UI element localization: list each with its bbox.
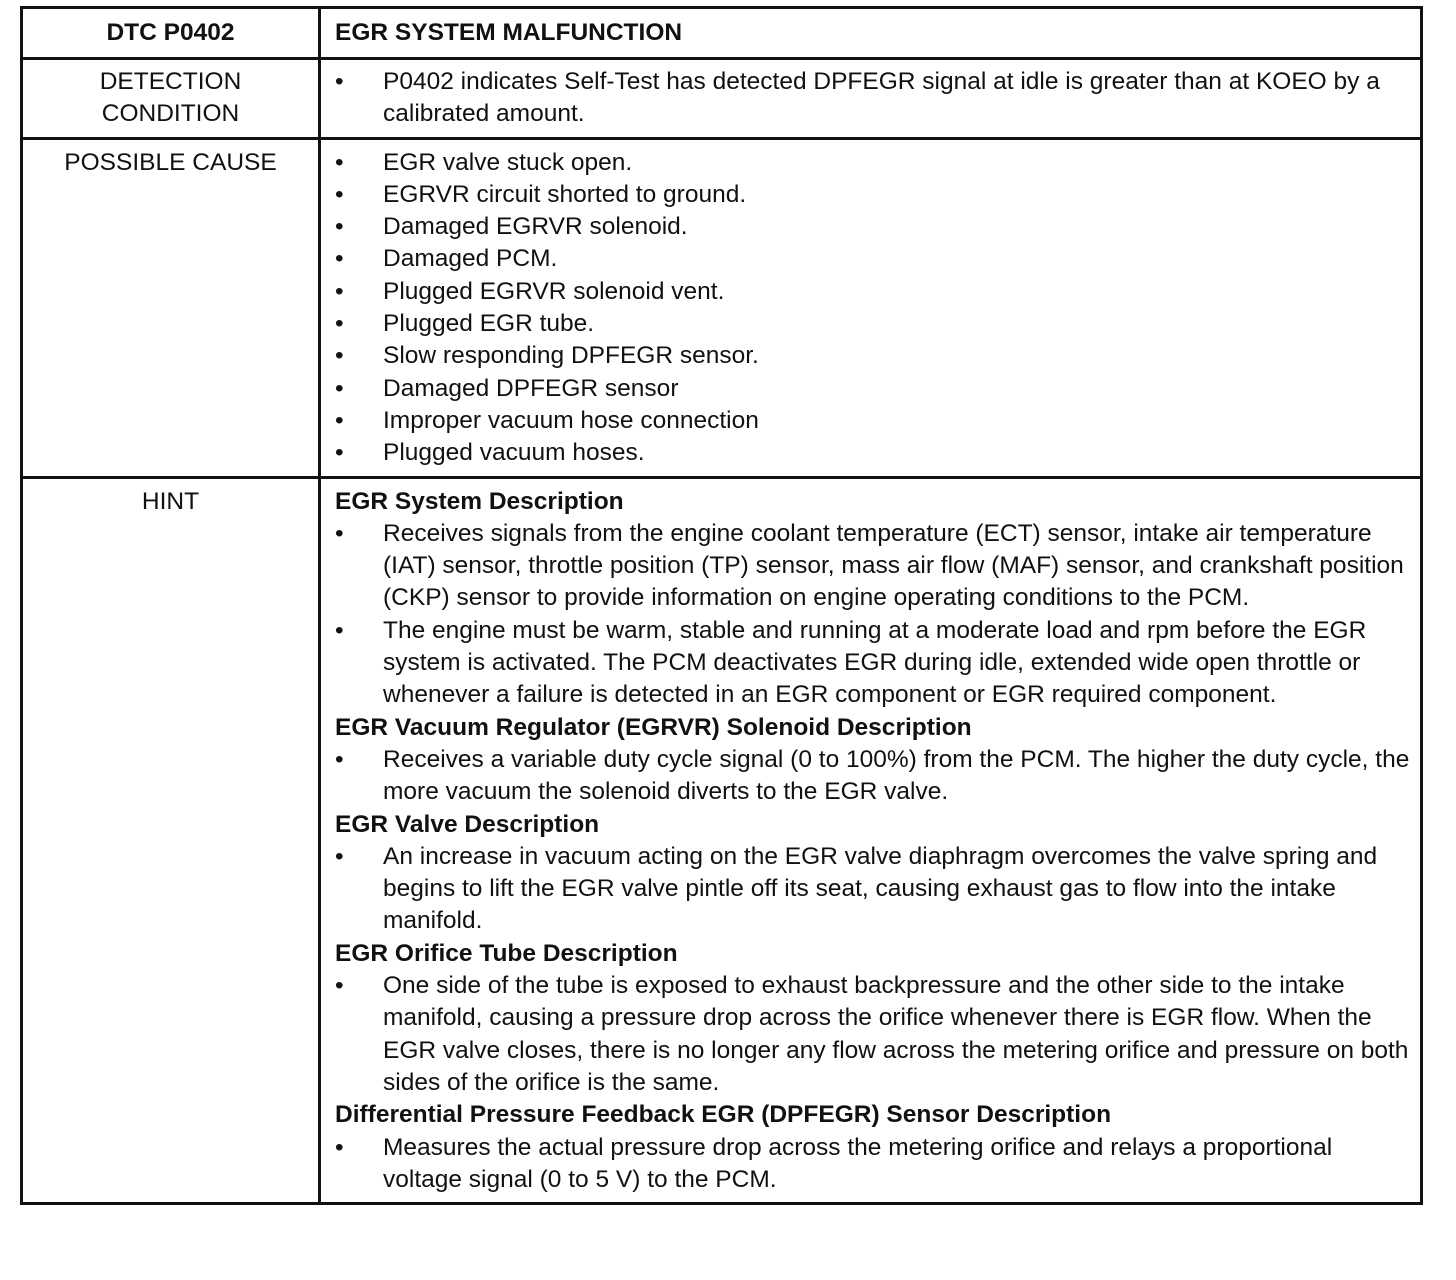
section-heading: EGR Vacuum Regulator (EGRVR) Solenoid Description bbox=[335, 713, 972, 741]
bullet-item: • Damaged DPFEGR sensor bbox=[335, 373, 1412, 405]
section-heading: EGR Valve Description bbox=[335, 810, 600, 838]
bullet-item: • Plugged EGR tube. bbox=[335, 308, 1412, 340]
bullet-item: • Damaged PCM. bbox=[335, 243, 1412, 275]
hint-section bbox=[335, 809, 1412, 938]
bullet-item: • Measures the actual pressure drop across the metering orifice and relays a proportional voltage signal (0 to 5 V) to the PCM. bbox=[335, 1132, 1412, 1197]
bullet-item: • Improper vacuum hose connection bbox=[335, 405, 1412, 437]
possible-cause-row bbox=[22, 138, 1422, 477]
hint-label: HINT bbox=[22, 477, 320, 1204]
hint-section bbox=[335, 1099, 1412, 1196]
header-row bbox=[22, 8, 1422, 59]
bullet-item: • An increase in vacuum acting on the EGR valve diaphragm overcomes the valve spring and begins to lift the EGR valve pintle off its seat, causing exhaust gas to flow into the intake manifold. bbox=[335, 841, 1412, 938]
detection-row bbox=[22, 59, 1422, 139]
bullet-item: • Plugged vacuum hoses. bbox=[335, 437, 1412, 469]
section-list bbox=[335, 1132, 1412, 1197]
bullet-item: • Slow responding DPFEGR sensor. bbox=[335, 340, 1412, 372]
hint-row bbox=[22, 477, 1422, 1204]
bullet-item: • EGR valve stuck open. bbox=[335, 147, 1412, 179]
detection-label: DETECTION CONDITION bbox=[22, 59, 320, 139]
bullet-item: • Receives signals from the engine coolant temperature (ECT) sensor, intake air temperature (IAT) sensor, throttle position (TP) sensor, mass air flow (MAF) sensor, and crankshaft position (CKP) sensor to provide information on engine operating conditions to the PCM. bbox=[335, 518, 1412, 615]
bullet-item: • EGRVR circuit shorted to ground. bbox=[335, 179, 1412, 211]
section-list bbox=[335, 970, 1412, 1099]
hint-section bbox=[335, 938, 1412, 1099]
section-heading: Differential Pressure Feedback EGR (DPFEGR) Sensor Description bbox=[335, 1101, 1112, 1129]
bullet-item: • One side of the tube is exposed to exhaust backpressure and the other side to the intake manifold, causing a pressure drop across the orifice whenever there is EGR flow. When the EGR valve closes, there is no longer any flow across the metering orifice and pressure on both sides of the orifice is the same. bbox=[335, 970, 1412, 1099]
bullet-item: • Plugged EGRVR solenoid vent. bbox=[335, 276, 1412, 308]
bullet-item: • Damaged EGRVR solenoid. bbox=[335, 211, 1412, 243]
section-heading: EGR Orifice Tube Description bbox=[335, 939, 678, 967]
hint-section bbox=[335, 486, 1412, 712]
section-list bbox=[335, 518, 1412, 712]
possible-cause-label: POSSIBLE CAUSE bbox=[22, 138, 320, 477]
section-list bbox=[335, 744, 1412, 809]
bullet-item: • P0402 indicates Self-Test has detected DPFEGR signal at idle is greater than at KOEO by a calibrated amount. bbox=[335, 66, 1412, 131]
bullet-item: • Receives a variable duty cycle signal (0 to 100%) from the PCM. The higher the duty cycle, the more vacuum the solenoid diverts to the EGR valve. bbox=[335, 744, 1412, 809]
detection-content bbox=[320, 59, 1422, 139]
section-heading: EGR System Description bbox=[335, 487, 624, 515]
section-list bbox=[335, 841, 1412, 938]
hint-section bbox=[335, 712, 1412, 809]
detection-list bbox=[335, 66, 1412, 131]
bullet-item: • The engine must be warm, stable and running at a moderate load and rpm before the EGR system is activated. The PCM deactivates EGR during idle, extended wide open throttle or whenever a failure is detected in an EGR component or EGR required component. bbox=[335, 615, 1412, 712]
dtc-title: EGR SYSTEM MALFUNCTION bbox=[320, 8, 1422, 59]
dtc-code: DTC P0402 bbox=[22, 8, 320, 59]
possible-cause-list bbox=[335, 147, 1412, 470]
hint-content bbox=[320, 477, 1422, 1204]
dtc-table bbox=[20, 6, 1423, 1205]
possible-cause-content bbox=[320, 138, 1422, 477]
